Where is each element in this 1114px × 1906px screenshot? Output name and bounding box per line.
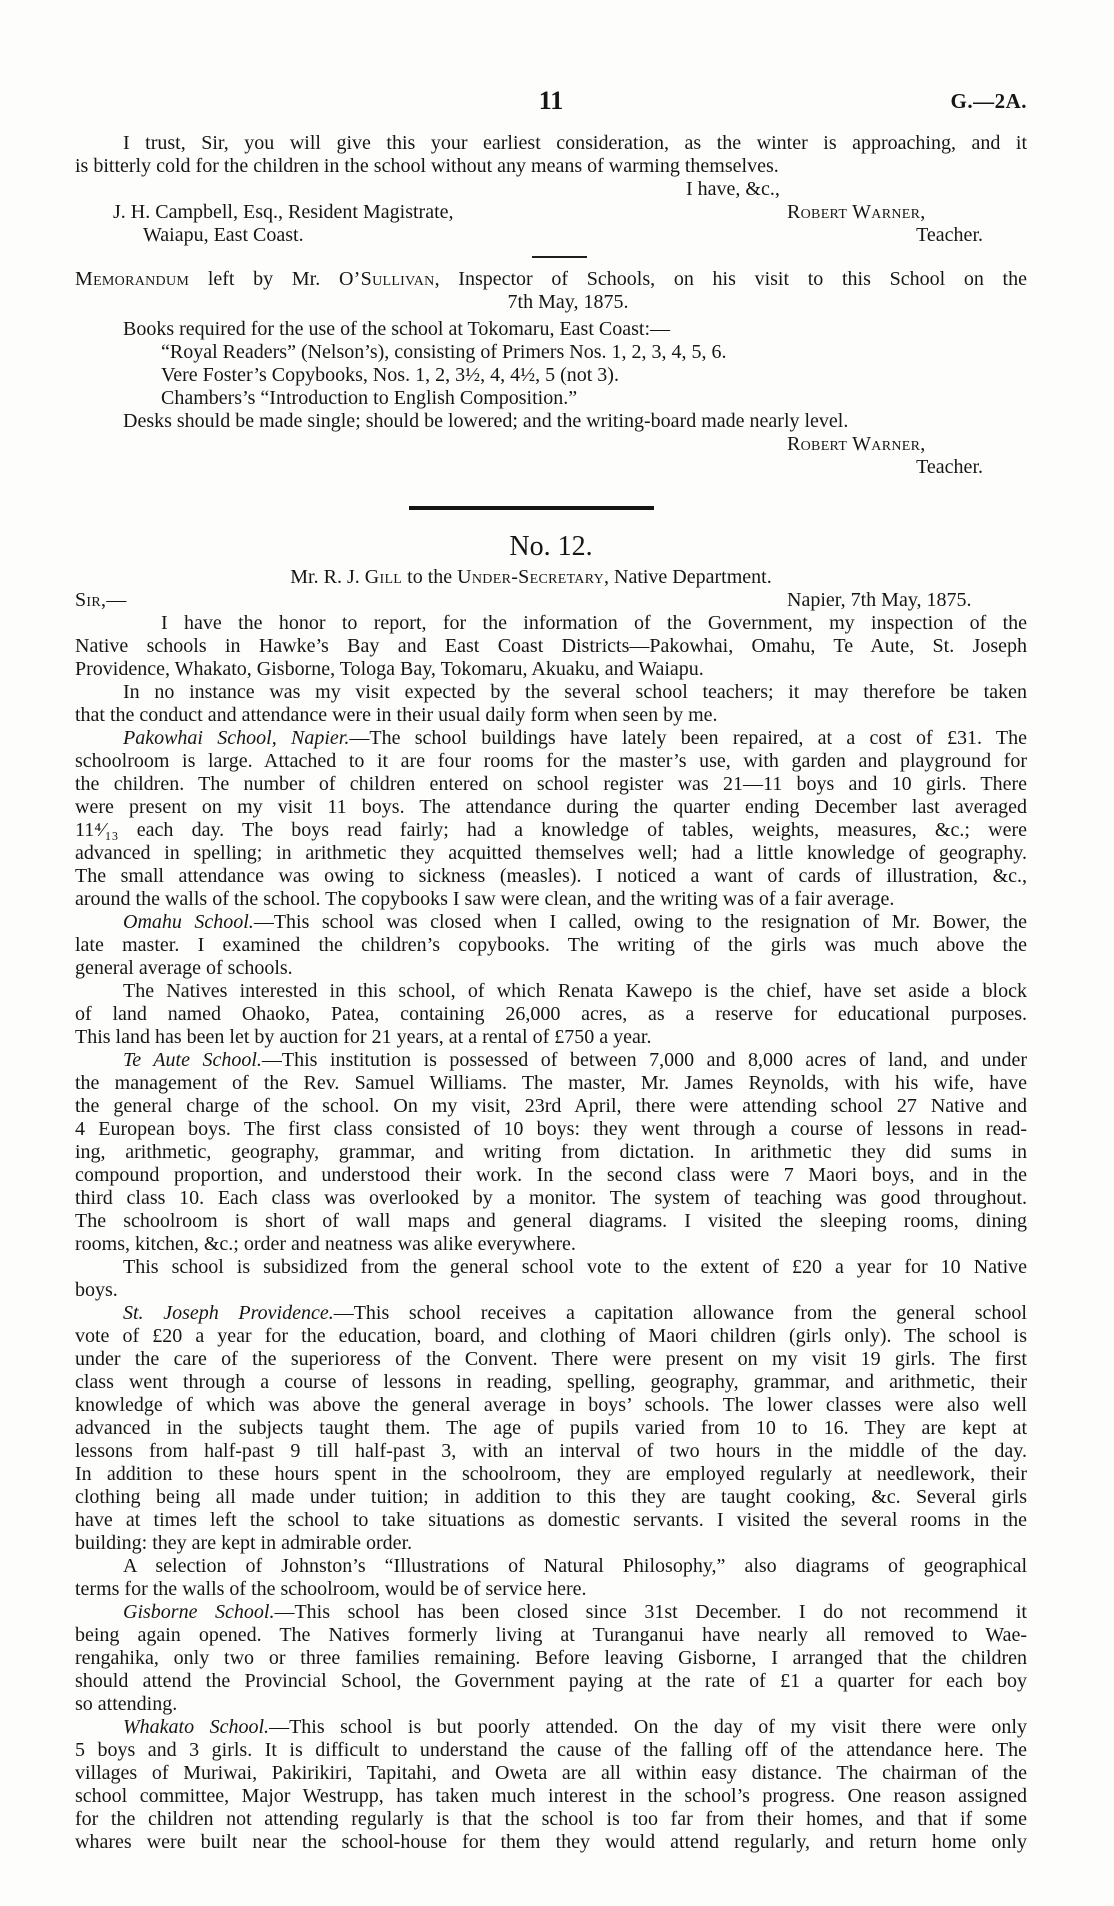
line-text: 4 European boys. The first class consisted of 10 boys: they went through a course of lessons in read-	[75, 1118, 1027, 1140]
text-line	[75, 1141, 1027, 1164]
text-line	[75, 1831, 1027, 1854]
line-text: 5 boys and 3 girls. It is difficult to understand the cause of the falling off of the attendance here. The	[75, 1739, 1027, 1761]
page-number: 11	[538, 86, 564, 115]
line-text: for the children not attending regularly is that the school is too far from their homes, and that if some	[75, 1808, 1027, 1830]
line-text: of land named Ohaoko, Patea, containing 26,000 acres, as a reserve for educational purposes.	[75, 1003, 1027, 1025]
text-line	[75, 1739, 1027, 1762]
letter-conclusion	[75, 132, 1027, 247]
report-paragraph	[75, 1049, 1027, 1256]
text-line	[75, 1371, 1027, 1394]
report-title	[75, 566, 1027, 589]
line-text: 11⁴⁄₁₃ each day. The boys read fairly; had a knowledge of tables, weights, measures, &c.; were	[75, 819, 1027, 841]
text-line	[75, 1095, 1027, 1118]
text-line	[75, 796, 1027, 819]
text-line	[75, 1256, 1027, 1279]
text-line	[75, 1348, 1027, 1371]
desks-note	[75, 410, 1027, 433]
text-line	[75, 1026, 1027, 1049]
text-line	[75, 1210, 1027, 1233]
memorandum-text: , Inspector of Schools, on his visit to this School on the	[434, 268, 1027, 290]
text-line	[75, 1003, 1027, 1026]
line-text: general average of schools.	[75, 957, 293, 979]
addressee-place-row	[75, 224, 1027, 247]
line-text: The Natives interested in this school, of which Renata Kawepo is the chief, have set aside a block	[123, 980, 1027, 1002]
line-text: The schoolroom is short of wall maps and general diagrams. I visited the sleeping rooms, dining	[75, 1210, 1027, 1232]
text-line	[75, 911, 1027, 934]
text-line	[75, 1164, 1027, 1187]
line-text: Vere Foster’s Copybooks, Nos. 1, 2, 3½, 4, 4½, 5 (not 3).	[161, 364, 619, 386]
text-line	[75, 1463, 1027, 1486]
line-text: class went through a course of lessons in reading, spelling, geography, grammar, and arithmetic, their	[75, 1371, 1027, 1393]
line-text: —This institution is possessed of between 7,000 and 8,000 acres of land, and under	[261, 1049, 1028, 1071]
school-heading: Omahu School.	[123, 911, 254, 933]
memorandum-date: 7th May, 1875.	[507, 291, 629, 313]
line-text: the general charge of the school. On my visit, 23rd April, there were attending school 27 Native and	[75, 1095, 1027, 1117]
sender-prefix: Mr. R. J.	[290, 566, 365, 588]
text-line	[75, 1049, 1027, 1072]
place-date: Napier, 7th May, 1875.	[787, 589, 972, 611]
report	[75, 530, 1027, 1854]
text-line	[75, 1233, 1027, 1256]
line-text: the children. The number of children entered on school register was 21—11 boys and 10 girls. There	[75, 773, 1027, 795]
books-intro	[75, 318, 1027, 341]
text-line	[75, 132, 1027, 155]
line-text: vote of £20 a year for the education, board, and clothing of Maori children (girls only). The school is	[75, 1325, 1027, 1347]
text-line	[75, 1555, 1027, 1578]
report-paragraph	[75, 1555, 1027, 1601]
line-text: I trust, Sir, you will give this your earliest consideration, as the winter is approaching, and it	[123, 132, 1027, 154]
line-text: villages of Muriwai, Pakirikiri, Tapitahi, and Oweta are all within easy distance. The chairman of the	[75, 1762, 1027, 1784]
text-line	[75, 957, 1027, 980]
line-text: is bitterly cold for the children in the school without any means of warming themselves.	[75, 155, 779, 177]
report-body	[75, 612, 1027, 1854]
text-line	[75, 1325, 1027, 1348]
line-text: late master. I examined the children’s copybooks. The writing of the girls was much above the	[75, 934, 1027, 956]
line-text: advanced in the subjects taught them. The age of pupils varied from 10 to 16. They are kept at	[75, 1417, 1027, 1439]
text-line	[75, 1072, 1027, 1095]
line-text: ing, arithmetic, geography, grammar, and writing from dictation. In arithmetic they did sums in	[75, 1141, 1027, 1163]
text-line	[75, 1785, 1027, 1808]
text-line	[75, 1279, 1027, 1302]
inspector-name: O’Sullivan	[338, 268, 435, 290]
text-line	[75, 1762, 1027, 1785]
text-line	[75, 681, 1027, 704]
report-paragraph	[75, 1601, 1027, 1716]
text-line	[75, 1647, 1027, 1670]
memorandum-heading	[75, 268, 1027, 291]
report-paragraph	[75, 980, 1027, 1049]
line-text: Chambers’s “Introduction to English Composition.”	[161, 387, 578, 409]
line-text: compound proportion, and understood their work. In the second class were 7 Maori boys, and in the	[75, 1164, 1027, 1186]
signatory-name: Robert Warner,	[787, 433, 926, 455]
line-text: I have the honor to report, for the information of the Government, my inspection of the	[161, 612, 1027, 634]
thick-divider	[409, 506, 654, 510]
line-text: lessons from half-past 9 till half-past 3, with an interval of two hours in the middle of the day.	[75, 1440, 1027, 1462]
memorandum	[75, 268, 1027, 479]
line-text: “Royal Readers” (Nelson’s), consisting of Primers Nos. 1, 2, 3, 4, 5, 6.	[161, 341, 727, 363]
report-paragraph	[75, 681, 1027, 727]
school-heading: Te Aute School.	[123, 1049, 262, 1071]
text-line	[75, 1394, 1027, 1417]
letter-closing: I have, &c.,	[686, 178, 780, 200]
signatory-name: Robert Warner,	[787, 201, 926, 223]
line-text: so attending.	[75, 1693, 178, 1715]
report-paragraph	[75, 1302, 1027, 1555]
text-line	[75, 1808, 1027, 1831]
text-line	[75, 1693, 1027, 1716]
line-text: —The school buildings have lately been repaired, at a cost of £31. The	[349, 727, 1028, 749]
line-text: terms for the walls of the schoolroom, would be of service here.	[75, 1578, 587, 1600]
page-content	[75, 86, 1027, 1854]
text-line	[75, 1118, 1027, 1141]
signatory-title: Teacher.	[916, 456, 983, 478]
text-line	[75, 1509, 1027, 1532]
addressee-name: J. H. Campbell, Esq., Resident Magistrate,	[113, 201, 454, 223]
book-item	[75, 387, 1027, 410]
line-text: —This school receives a capitation allowance from the general school	[333, 1302, 1027, 1324]
salutation-row	[75, 589, 1027, 612]
line-text: the management of the Rev. Samuel Williams. The master, Mr. James Reynolds, with his wife, have	[75, 1072, 1027, 1094]
title-connector: to the	[402, 566, 458, 588]
text-line	[75, 819, 1027, 842]
line-text: Providence, Whakato, Gisborne, Tologa Bay, Tokomaru, Akuaku, and Waiapu.	[75, 658, 704, 680]
text-line	[75, 842, 1027, 865]
line-text: boys.	[75, 1279, 118, 1301]
text-line	[75, 1624, 1027, 1647]
text-line	[75, 1532, 1027, 1555]
line-text: third class 10. Each class was overlooked by a monitor. The system of teaching was good throughout.	[75, 1187, 1027, 1209]
school-heading: Gisborne School.	[123, 1601, 275, 1623]
addressee-place: Waiapu, East Coast.	[143, 224, 304, 246]
line-text: This land has been let by auction for 21 years, at a rental of £750 a year.	[75, 1026, 652, 1048]
text-line	[75, 888, 1027, 911]
line-text: were present on my visit 11 boys. The attendance during the quarter ending December last averaged	[75, 796, 1027, 818]
text-line	[75, 658, 1027, 681]
text-line	[75, 612, 1027, 635]
text-line	[75, 1440, 1027, 1463]
line-text: whares were built near the school-house for them they would attend regularly, and return home only	[75, 1831, 1027, 1853]
salutation: Sir,—	[75, 589, 127, 611]
line-text: Desks should be made single; should be lowered; and the writing-board made nearly level.	[123, 410, 849, 432]
memorandum-label: Memorandum	[75, 268, 190, 290]
report-paragraph	[75, 1716, 1027, 1854]
school-heading: Pakowhai School, Napier.	[123, 727, 350, 749]
section-divider	[532, 256, 587, 258]
line-text: This school is subsidized from the general school vote to the extent of £20 a year for 10 Native	[123, 1256, 1027, 1278]
recipient-department: , Native Department.	[604, 566, 772, 588]
line-text: school committee, Major Westrupp, has taken much interest in the school’s progress. One reason assigned	[75, 1785, 1027, 1807]
school-heading: Whakato School.	[123, 1716, 270, 1738]
line-text: In no instance was my visit expected by the several school teachers; it may therefore be taken	[123, 681, 1027, 703]
line-text: The small attendance was owing to sickness (measles). I noticed a want of cards of illustration, &c.,	[75, 865, 1027, 887]
line-text: under the care of the superioress of the Convent. There were present on my visit 19 girls. The first	[75, 1348, 1027, 1370]
line-text: should attend the Provincial School, the Government paying at the rate of £1 a quarter for each boy	[75, 1670, 1027, 1692]
text-line	[75, 1187, 1027, 1210]
line-text: building: they are kept in admirable order.	[75, 1532, 413, 1554]
line-text: clothing being all made under tuition; in addition to this they are taught cooking, &c. Several girls	[75, 1486, 1027, 1508]
line-text: schoolroom is large. Attached to it are four rooms for the master’s use, with garden and playground for	[75, 750, 1027, 772]
recipient-title: Under-Secretary	[457, 566, 604, 588]
line-text: knowledge of which was above the general average in boys’ schools. The lower classes were also well	[75, 1394, 1027, 1416]
text-line	[75, 773, 1027, 796]
line-text: that the conduct and attendance were in their usual daily form when seen by me.	[75, 704, 718, 726]
line-text: —This school is but poorly attended. On the day of my visit there were only	[269, 1716, 1027, 1738]
text-line	[75, 980, 1027, 1003]
page-header	[75, 86, 1027, 118]
report-paragraph	[75, 727, 1027, 911]
book-item	[75, 341, 1027, 364]
text-line	[75, 1716, 1027, 1739]
signatory-title: Teacher.	[916, 224, 983, 246]
text-line	[75, 155, 1027, 178]
text-line	[75, 865, 1027, 888]
memorandum-title-row	[75, 456, 1027, 479]
line-text: rooms, kitchen, &c.; order and neatness was alike everywhere.	[75, 1233, 576, 1255]
report-number: No. 12.	[509, 531, 593, 562]
text-line	[75, 635, 1027, 658]
text-line	[75, 704, 1027, 727]
text-line	[75, 1417, 1027, 1440]
closing-row	[75, 178, 1027, 201]
line-text: Books required for the use of the school at Tokomaru, East Coast:—	[123, 318, 671, 340]
line-text: rengahika, only two or three families remaining. Before leaving Gisborne, I arranged that the children	[75, 1647, 1027, 1669]
school-heading: St. Joseph Providence.	[123, 1302, 334, 1324]
memorandum-text: left by Mr.	[189, 268, 339, 290]
line-text: around the walls of the school. The copybooks I saw were clean, and the writing was of a fair average.	[75, 888, 895, 910]
line-text: advanced in spelling; in arithmetic they acquitted themselves well; had a little knowledge of geography.	[75, 842, 1027, 864]
sender-name: Gill	[364, 566, 403, 588]
report-paragraph	[75, 612, 1027, 681]
report-paragraph	[75, 911, 1027, 980]
line-text: being again opened. The Natives formerly living at Turanganui have nearly all removed to Wae-	[75, 1624, 1027, 1646]
text-line	[75, 727, 1027, 750]
line-text: Native schools in Hawke’s Bay and East Coast Districts—Pakowhai, Omahu, Te Aute, St. Joseph	[75, 635, 1027, 657]
text-line	[75, 1601, 1027, 1624]
book-item	[75, 364, 1027, 387]
line-text: —This school was closed when I called, owing to the resignation of Mr. Bower, the	[253, 911, 1027, 933]
text-line	[75, 750, 1027, 773]
text-line	[75, 1670, 1027, 1693]
line-text: A selection of Johnston’s “Illustrations of Natural Philosophy,” also diagrams of geographical	[123, 1555, 1027, 1577]
report-paragraph	[75, 1256, 1027, 1302]
text-line	[75, 1302, 1027, 1325]
addressee-row	[75, 201, 1027, 224]
line-text: In addition to these hours spent in the schoolroom, they are employed regularly at needlework, their	[75, 1463, 1027, 1485]
line-text: have at times left the school to take situations as domestic servants. I visited the several rooms in the	[75, 1509, 1027, 1531]
text-line	[75, 934, 1027, 957]
document-reference: G.—2A.	[950, 89, 1027, 113]
line-text: —This school has been closed since 31st December. I do not recommend it	[274, 1601, 1027, 1623]
memorandum-signature-row	[75, 433, 1027, 456]
text-line	[75, 1578, 1027, 1601]
text-line	[75, 1486, 1027, 1509]
